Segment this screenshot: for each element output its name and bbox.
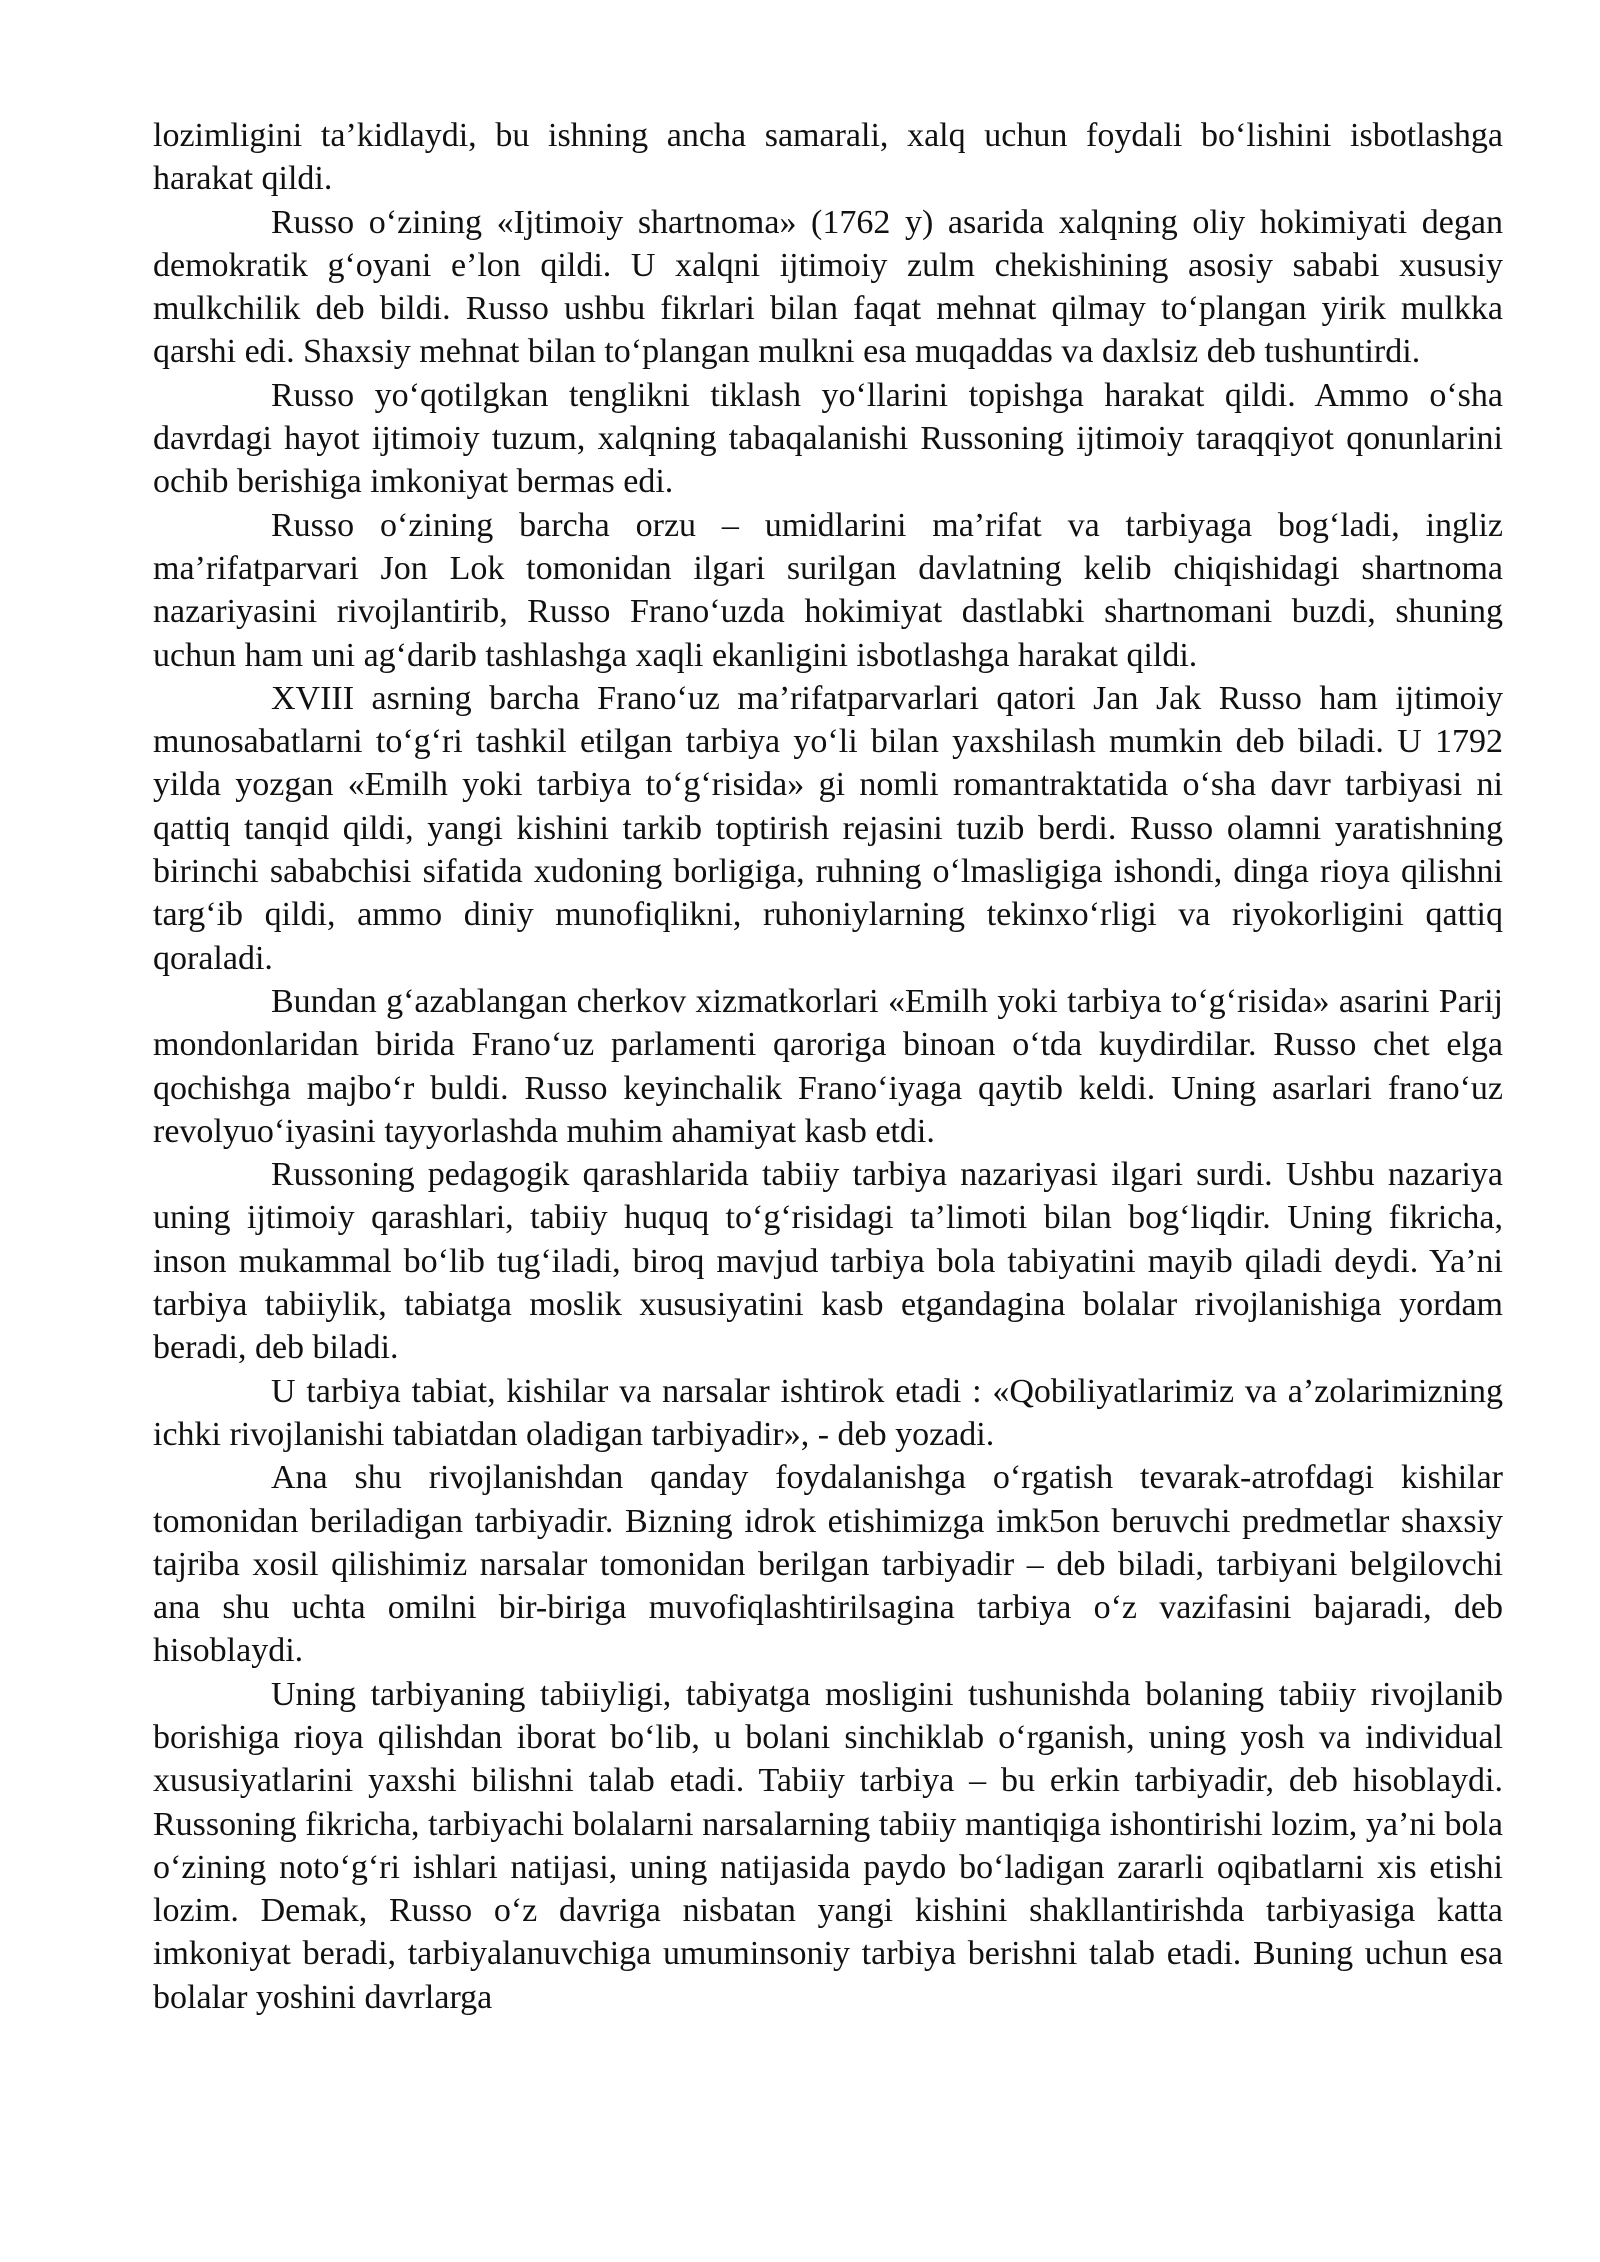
- paragraph-natural-education: Russoning pedagogik qarashlarida tabiiy tarbiya nazariyasi ilgari surdi. Ushbu nazariya uning ijtimoiy qarashlari, tabiiy huquq to‘g‘risidagi ta’limoti bilan bog‘liqdir. Uning fikricha, inson mukammal bo‘lib tug‘iladi, biroq mavjud tarbiya bola tabiyatini mayib qiladi deydi. Ya’ni tarbiya tabiiylik, tabiatga moslik xususiyatini kasb etgandagina bolalar rivojlanishiga yordam beradi, deb biladi.: [153, 1156, 1503, 1367]
- paragraph-enlightenment: Russo o‘zining barcha orzu – umidlarini ma’rifat va tarbiyaga bog‘ladi, ingliz ma’rifatparvari Jon Lok tomonidan ilgari surilgan davlatning kelib chiqishidagi shartnoma nazariyasini rivojlantirib, Russo Frano‘uzda hokimiyat dastlabki shartnomani buzdi, shuning uchun ham uni ag‘darib tashlashga xaqli ekanligini isbotlashga harakat qildi.: [153, 506, 1503, 674]
- document-page: [153, 114, 1503, 2019]
- paragraph-free-education: Uning tarbiyaning tabiiyligi, tabiyatga mosligini tushunishda bolaning tabiiy rivojlanib borishiga rioya qilishdan iborat bo‘lib, u bolani sinchiklab o‘rganish, uning yosh va individual xususiyatlarini yaxshi bilishni talab etadi. Tabiiy tarbiya – bu erkin tarbiyadir, deb hisoblaydi. Russoning fikricha, tarbiyachi bolalarni narsalarning tabiiy mantiqiga ishontirishi lozim, ya’ni bola o‘zining noto‘g‘ri ishlari natijasi, uning natijasida paydo bo‘ladigan zararli oqibatlarni xis etishi lozim. Demak, Russo o‘z davriga nisbatan yangi kishini shakllantirishda tarbiyasiga katta imkoniyat beradi, tarbiyalanuvchiga umuminsoniy tarbiya berishni talab etadi. Buning uchun esa bolalar yoshini davrlarga: [153, 1675, 1503, 2016]
- paragraph-lost-equality: Russo yo‘qotilgkan tenglikni tiklash yo‘llarini topishga harakat qildi. Ammo o‘sha davrdagi hayot ijtimoiy tuzum, xalqning tabaqalanishi Russoning ijtimoiy taraqqiyot qonunlarini ochib berishiga imkoniyat bermas edi.: [153, 376, 1503, 501]
- paragraph-emile: XVIII asrning barcha Frano‘uz ma’rifatparvarlari qatori Jan Jak Russo ham ijtimoiy munosabatlarni to‘g‘ri tashkil etilgan tarbiya yo‘li bilan yaxshilash mumkin deb biladi. U 1792 yilda yozgan «Emilh yoki tarbiya to‘g‘risida» gi nomli romantraktatida o‘sha davr tarbiyasi ni qattiq tanqid qildi, yangi kishini tarkib toptirish rejasini tuzib berdi. Russo olamni yaratishning birinchi sababchisi sifatida xudoning borligiga, ruhning o‘lmasligiga ishondi, dinga rioya qilishni targ‘ib qildi, ammo diniy munofiqlikni, ruhoniylarning tekinxo‘rligi va riyokorligini qattiq qoraladi.: [153, 679, 1503, 977]
- paragraph-church-reaction: Bundan g‘azablangan cherkov xizmatkorlari «Emilh yoki tarbiya to‘g‘risida» asarini Parij mondonlaridan birida Frano‘uz parlamenti qaroriga binoan o‘tda kuydirdilar. Russo chet elga qochishga majbo‘r buldi. Russo keyinchalik Frano‘iyaga qaytib keldi. Uning asarlari frano‘uz revolyuo‘iyasini tayyorlashda muhim ahamiyat kasb etdi.: [153, 982, 1503, 1150]
- paragraph-education-sources: Ana shu rivojlanishdan qanday foydalanishga o‘rgatish tevarak-atrofdagi kishilar tomonidan beriladigan tarbiyadir. Bizning idrok etishimizga imk5on beruvchi predmetlar shaxsiy tajriba xosil qilishimiz narsalar tomonidan berilgan tarbiyadir – deb biladi, tarbiyani belgilovchi ana shu uchta omilni bir-biriga muvofiqlashtirilsagina tarbiya o‘z vazifasini bajaradi, deb hisoblaydi.: [153, 1459, 1503, 1670]
- paragraph-three-factors: U tarbiya tabiat, kishilar va narsalar ishtirok etadi : «Qobiliyatlarimiz va a’zolarimizning ichki rivojlanishi tabiatdan oladigan tarbiyadir», - deb yozadi.: [153, 1372, 1503, 1453]
- paragraph-continuation: lozimligini ta’kidlaydi, bu ishning ancha samarali, xalq uchun foydali bo‘lishini isbotlashga harakat qildi.: [153, 117, 1503, 198]
- paragraph-social-contract: Russo o‘zining «Ijtimoiy shartnoma» (1762 y) asarida xalqning oliy hokimiyati degan demokratik g‘oyani e’lon qildi. U xalqni ijtimoiy zulm chekishining asosiy sababi xususiy mulkchilik deb bildi. Russo ushbu fikrlari bilan faqat mehnat qilmay to‘plangan yirik mulkka qarshi edi. Shaxsiy mehnat bilan to‘plangan mulkni esa muqaddas va daxlsiz deb tushuntirdi.: [153, 203, 1503, 371]
